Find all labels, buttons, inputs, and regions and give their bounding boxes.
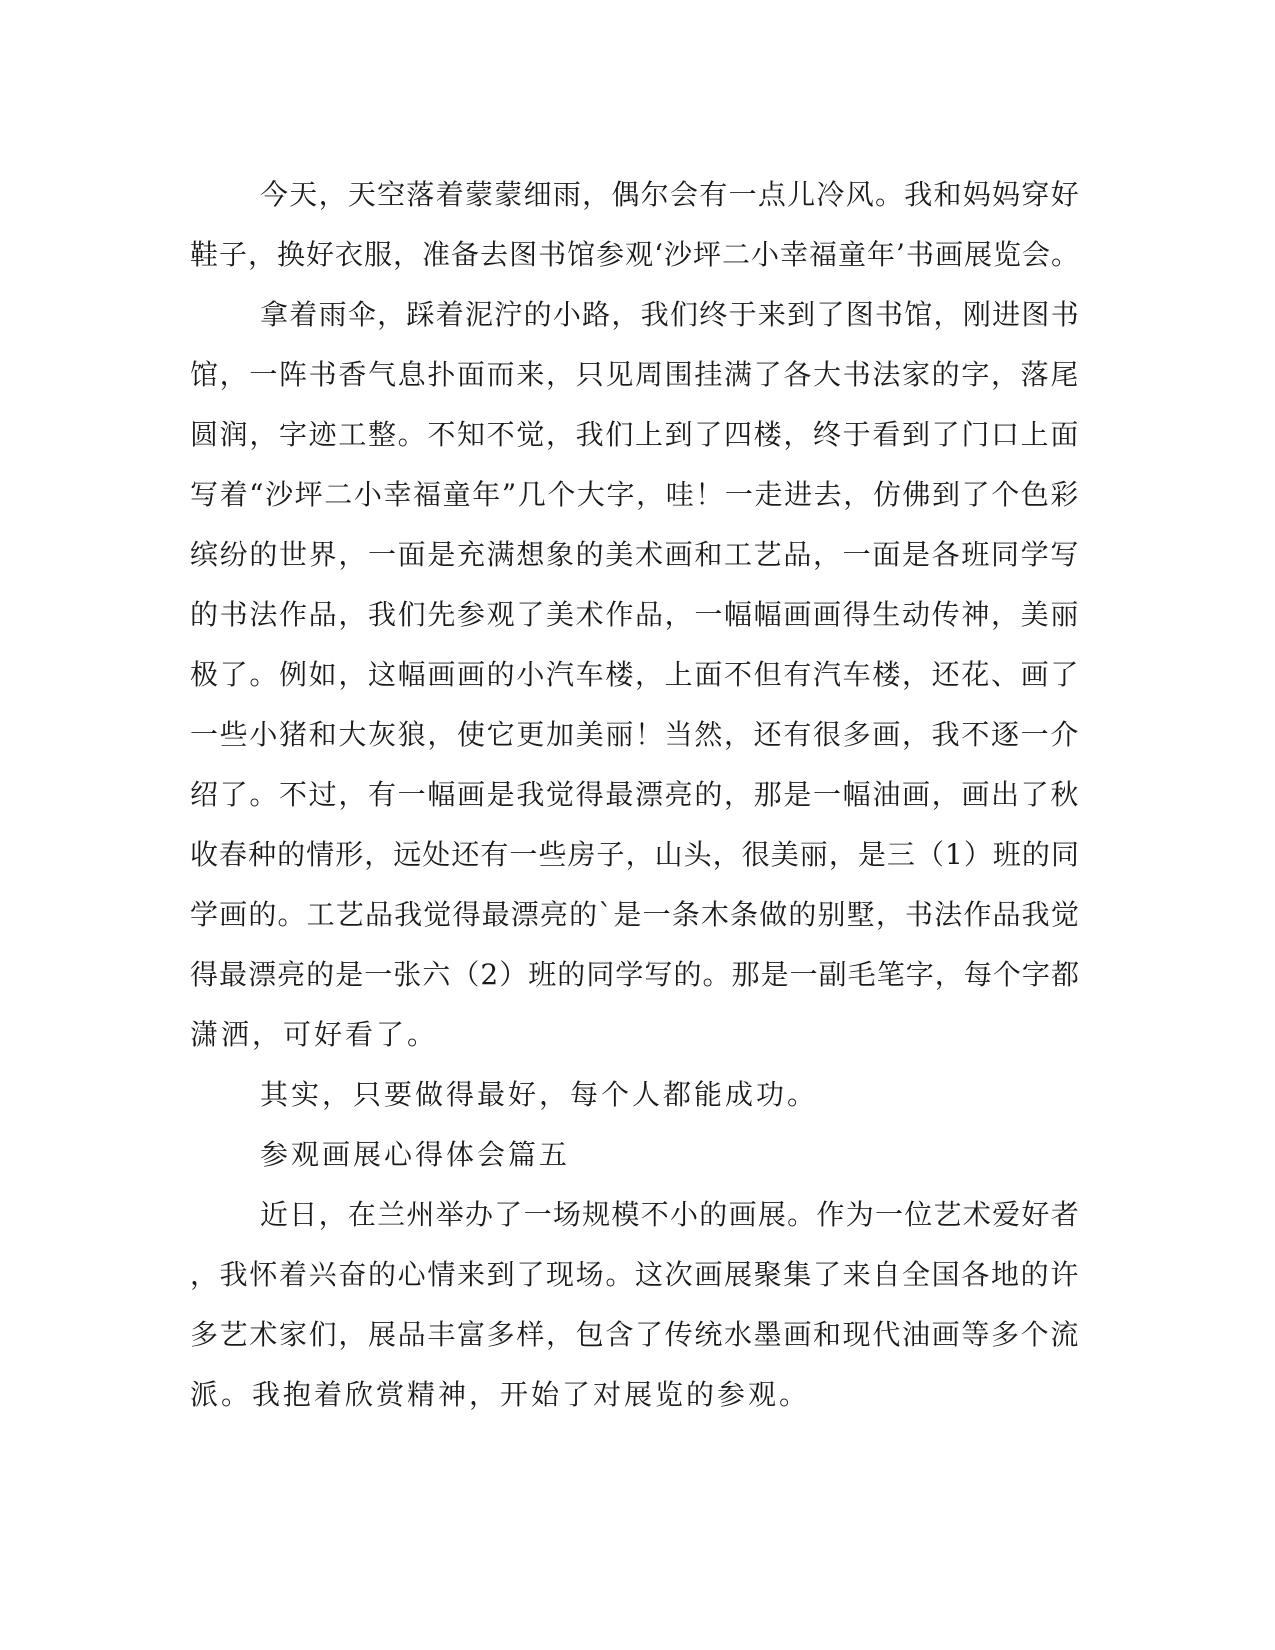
- text-line: 收春种的情形，远处还有一些房子，山头，很美丽，是三（1）班的同: [190, 838, 1080, 871]
- text-line: 多艺术家们，展品丰富多样，包含了传统水墨画和现代油画等多个流: [190, 1318, 1080, 1351]
- text-line: 近日，在兰州举办了一场规模不小的画展。作为一位艺术爱好者: [260, 1198, 1080, 1231]
- text-line: 圆润，字迹工整。不知不觉，我们上到了四楼，终于看到了门口上面: [190, 418, 1080, 451]
- text-line: 其实，只要做得最好，每个人都能成功。: [260, 1078, 819, 1111]
- body-text: [190, 165, 1080, 1425]
- text-line: 今天，天空落着蒙蒙细雨，偶尔会有一点儿冷风。我和妈妈穿好: [260, 178, 1080, 211]
- text-line: 得最漂亮的是一张六（2）班的同学写的。那是一副毛笔字，每个字都: [190, 958, 1080, 991]
- text-line: 馆，一阵书香气息扑面而来，只见周围挂满了各大书法家的字，落尾: [190, 358, 1080, 391]
- text-line: ，我怀着兴奋的心情来到了现场。这次画展聚集了来自全国各地的许: [190, 1258, 1080, 1291]
- text-line: 潇洒，可好看了。: [190, 1018, 439, 1051]
- text-line: 缤纷的世界，一面是充满想象的美术画和工艺品，一面是各班同学写: [190, 538, 1080, 571]
- text-line: 极了。例如，这幅画画的小汽车楼，上面不但有汽车楼，还花、画了: [190, 658, 1080, 691]
- text-line: 鞋子，换好衣服，准备去图书馆参观‘沙坪二小幸福童年’书画展览会。: [190, 238, 1080, 271]
- text-line: 绍了。不过，有一幅画是我觉得最漂亮的，那是一幅油画，画出了秋: [190, 778, 1080, 811]
- section-heading: 参观画展心得体会篇五: [260, 1138, 571, 1171]
- text-line: 拿着雨伞，踩着泥泞的小路，我们终于来到了图书馆，刚进图书: [260, 298, 1080, 331]
- text-line: 的书法作品，我们先参观了美术作品，一幅幅画画得生动传神，美丽: [190, 598, 1080, 631]
- text-line: 写着“沙坪二小幸福童年”几个大字，哇！一走进去，仿佛到了个色彩: [190, 478, 1080, 511]
- text-line: 学画的。工艺品我觉得最漂亮的`是一条木条做的别墅，书法作品我觉: [190, 898, 1080, 931]
- text-line: 派。我抱着欣赏精神，开始了对展览的参观。: [190, 1378, 811, 1411]
- text-line: 一些小猪和大灰狼，使它更加美丽！当然，还有很多画，我不逐一介: [190, 718, 1080, 751]
